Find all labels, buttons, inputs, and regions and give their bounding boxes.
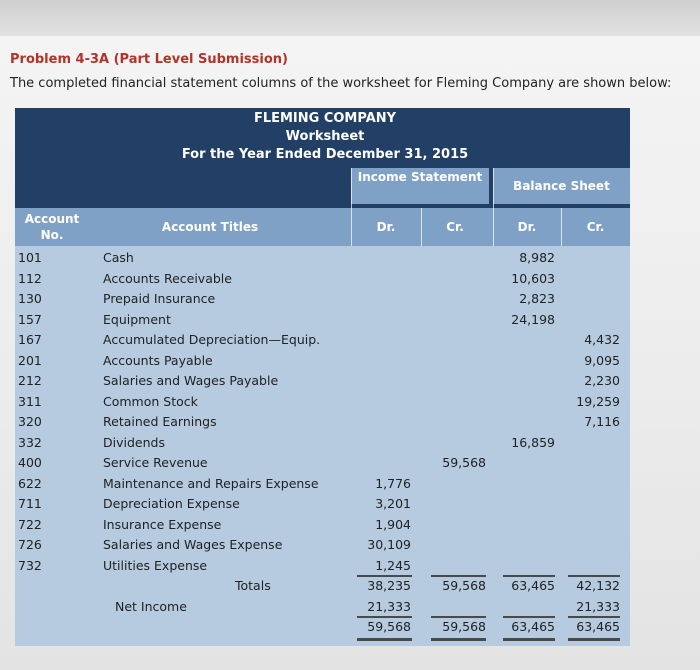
table-row [15,351,630,372]
col-is-cr: Cr. [446,220,464,234]
account-title: Equipment [103,311,171,327]
col-bs-dr: Dr. [517,220,537,234]
account-title: Insurance Expense [103,516,222,532]
account-title: Accounts Receivable [103,270,232,286]
table-row [15,269,630,290]
final-bs-dr: 63,465 [511,619,555,634]
account-no: 320 [18,414,42,429]
table-row [15,371,630,392]
account-no: 157 [18,311,42,327]
account-no: 711 [18,496,42,511]
is-dr-value: 1,904 [375,516,411,532]
table-row [15,515,630,536]
final-is-dr: 59,568 [367,619,411,634]
problem-title: Problem 4-3A (Part Level Submission) [10,52,288,67]
account-title: Retained Earnings [103,414,217,429]
account-no: 311 [18,393,42,409]
table-row [15,556,630,577]
table-row [15,433,630,454]
problem-text: The completed financial statement columns of the worksheet for Fleming Company are shown below: [10,76,672,91]
final-totals-row [15,617,630,638]
table-row [15,248,630,269]
is-dr-value: 1,245 [375,557,411,573]
divider [351,168,352,246]
account-title: Maintenance and Repairs Expense [103,475,319,491]
account-title: Utilities Expense [103,557,208,573]
col-is-dr: Dr. [376,220,396,234]
account-no: 726 [18,537,42,552]
col-account-titles: Account Titles [161,220,259,234]
net-income-bs-cr: 21,333 [576,598,620,614]
income-statement-header: Income Statement [351,168,489,204]
totals-is-dr: 38,235 [367,578,411,593]
col-account-no: Account No. [24,212,80,242]
account-title: Salaries and Wages Expense [103,537,283,552]
table-row [15,310,630,331]
bs-cr-value: 2,230 [584,373,620,388]
table-row [15,330,630,351]
col-bs-cr: Cr. [586,220,605,234]
is-dr-value: 30,109 [367,537,411,552]
totals-row [15,576,630,597]
balance-sheet-header: Balance Sheet [493,168,630,204]
account-title: Cash [103,250,134,265]
account-no: 722 [18,516,42,532]
account-no: 732 [18,557,42,573]
table-row [15,412,630,433]
double-underline [357,638,412,641]
net-income-is-dr: 21,333 [367,598,411,614]
table-row [15,453,630,474]
account-title: Dividends [103,434,165,450]
company-name: FLEMING COMPANY [253,111,397,126]
table-row [15,289,630,310]
divider [561,208,562,246]
bs-cr-value: 19,259 [576,393,620,409]
worksheet-table [15,108,630,646]
table-row [15,494,630,515]
bs-dr-value: 10,603 [511,270,555,286]
is-cr-value: 59,568 [442,455,486,470]
divider [421,208,422,246]
bs-cr-value: 7,116 [584,414,620,429]
bs-dr-value: 2,823 [519,291,555,306]
final-bs-cr: 63,465 [576,619,620,634]
bs-dr-value: 24,198 [511,311,555,327]
totals-is-cr: 59,568 [442,578,486,593]
totals-bs-cr: 42,132 [576,578,620,593]
bs-cr-value: 9,095 [584,352,620,368]
account-no: 167 [18,332,42,347]
table-row [15,474,630,495]
account-no: 622 [18,475,42,491]
account-no: 112 [18,270,42,286]
double-underline [503,638,555,641]
double-underline [431,638,486,641]
account-title: Salaries and Wages Payable [103,373,279,388]
account-no: 201 [18,352,42,368]
bs-cr-value: 4,432 [584,332,620,347]
account-no: 332 [18,434,42,450]
account-no: 101 [18,250,42,265]
worksheet-period: For the Year Ended December 31, 2015 [181,147,469,162]
account-title: Common Stock [103,393,198,409]
divider [493,168,494,246]
account-title: Prepaid Insurance [103,291,216,306]
account-no: 212 [18,373,42,388]
double-underline [568,638,620,641]
account-title: Service Revenue [103,455,208,470]
totals-label: Totals [235,578,271,593]
is-dr-value: 1,776 [375,475,411,491]
account-no: 400 [18,455,42,470]
account-title: Accumulated Depreciation—Equip. [103,332,321,347]
final-is-cr: 59,568 [442,619,486,634]
is-dr-value: 3,201 [375,496,411,511]
table-row [15,535,630,556]
bs-dr-value: 8,982 [519,250,555,265]
net-income-label: Net Income [115,598,187,614]
worksheet-name: Worksheet [285,129,365,144]
bs-dr-value: 16,859 [511,434,555,450]
account-title: Depreciation Expense [103,496,240,511]
account-no: 130 [18,291,42,306]
account-title: Accounts Payable [103,352,213,368]
top-band [0,0,700,36]
net-income-row [15,597,630,618]
table-row [15,392,630,413]
totals-bs-dr: 63,465 [511,578,555,593]
